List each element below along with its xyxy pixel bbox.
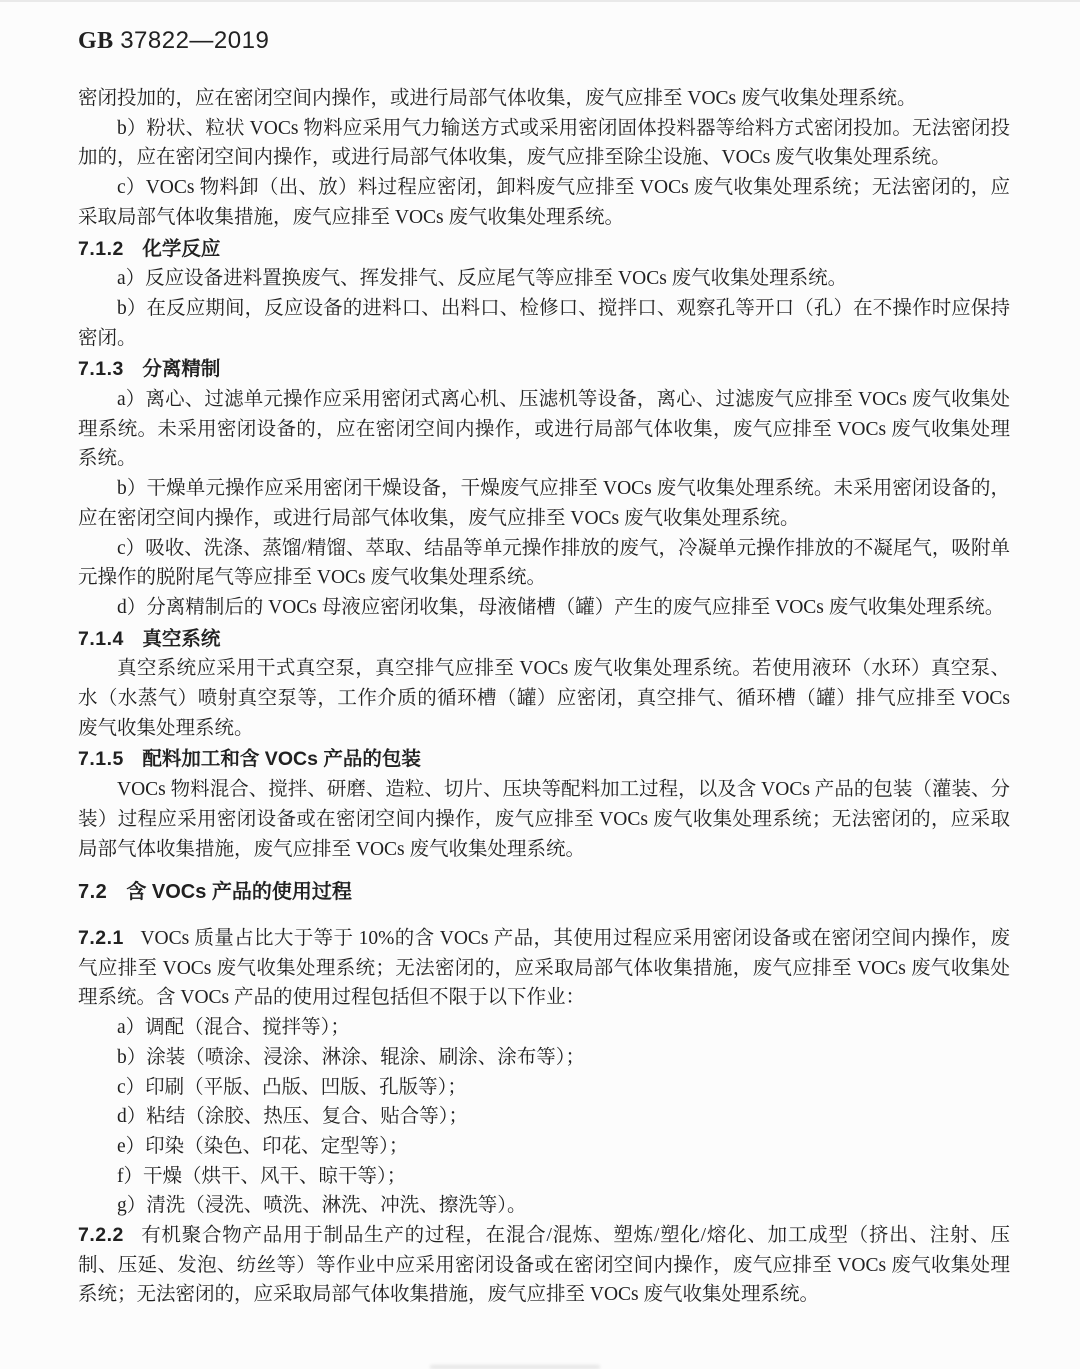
heading-title: 含 VOCs 产品的使用过程	[126, 881, 352, 904]
paragraph: b）干燥单元操作应采用密闭干燥设备，干燥废气应排至 VOCs 废气收集处理系统。未采用密闭设备的，应在密闭空间内操作，或进行局部气体收集，废气应排至 VOCs 废气收集处理系统。	[78, 478, 1010, 529]
heading-number: 7.1.3	[78, 358, 124, 381]
paragraph: c）VOCs 物料卸（出、放）料过程应密闭，卸料废气应排至 VOCs 废气收集处理系统；无法密闭的，应采取局部气体收集措施，废气应排至 VOCs 废气收集处理系统。	[78, 177, 1010, 228]
scan-top-edge	[0, 0, 1080, 2]
paragraph: a）反应设备进料置换废气、挥发排气、反应尾气等应排至 VOCs 废气收集处理系统。	[117, 268, 848, 290]
list-item: f）干燥（烘干、风干、晾干等）；	[117, 1165, 407, 1187]
clause-text: 有机聚合物产品用于制品生产的过程，在混合/混炼、塑炼/塑化/熔化、加工成型（挤出、注射、压制、压延、发泡、纺丝等）等作业中应采用密闭设备或在密闭空间内操作，废气应排至 VOCs 废气收集处理系统；无法密闭的，应采取局部气体收集措施，废气应排至 VOCs 废气收集处理系统。	[78, 1225, 1010, 1306]
heading-number: 7.1.5	[78, 748, 124, 771]
clause-text: VOCs 质量占比大于等于 10%的含 VOCs 产品，其使用过程应采用密闭设备或在密闭空间内操作，废气应排至 VOCs 废气收集处理系统；无法密闭的，应采取局部气体收集措施，废气应排至 VOCs 废气收集处理系统。含 VOCs 产品的使用过程包括但不限于以下作业：	[78, 927, 1010, 1009]
standard-number-header	[78, 27, 269, 55]
list-item: c）印刷（平版、凸版、凹版、孔版等）；	[117, 1076, 467, 1098]
paragraph: a）离心、过滤单元操作应采用密闭式离心机、压滤机等设备，离心、过滤废气应排至 VOCs 废气收集处理系统。未采用密闭设备的，应在密闭空间内操作，或进行局部气体收集，废气应排至 VOCs 废气收集处理系统。	[78, 389, 1010, 470]
clause-number: 7.2.2	[78, 1224, 124, 1247]
paragraph: 真空系统应采用干式真空泵，真空排气应排至 VOCs 废气收集处理系统。若使用液环（水环）真空泵、水（水蒸气）喷射真空泵等，工作介质的循环槽（罐）应密闭，真空排气、循环槽（罐）排气应排至 VOCs 废气收集处理系统。	[78, 658, 1010, 739]
continuation-paragraph: 密闭投加的，应在密闭空间内操作，或进行局部气体收集，废气应排至 VOCs 废气收集处理系统。	[78, 88, 917, 109]
document-body	[78, 84, 1010, 1310]
list-item: b）涂装（喷涂、浸涂、淋涂、辊涂、刷涂、涂布等）；	[117, 1046, 586, 1068]
heading-number: 7.1.2	[78, 237, 124, 260]
list-item: d）粘结（涂胶、热压、复合、贴合等）；	[117, 1106, 469, 1128]
clause-heading	[78, 355, 1010, 385]
section-heading	[78, 878, 1010, 908]
standard-code: 37822—2019	[120, 27, 270, 54]
heading-number: 7.1.4	[78, 627, 124, 650]
scan-cutoff-artifact	[430, 1365, 600, 1369]
paragraph: c）吸收、洗涤、蒸馏/精馏、萃取、结晶等单元操作排放的废气，冷凝单元操作排放的不凝尾气，吸附单元操作的脱附尾气等应排至 VOCs 废气收集处理系统。	[78, 537, 1010, 589]
numbered-clause-paragraph	[78, 924, 1010, 1013]
heading-title: 分离精制	[142, 358, 221, 381]
clause-heading	[78, 235, 1010, 265]
heading-title: 真空系统	[142, 627, 221, 650]
paragraph: b）在反应期间，反应设备的进料口、出料口、检修口、搅拌口、观察孔等开口（孔）在不操作时应保持密闭。	[78, 297, 1010, 349]
numbered-clause-paragraph	[78, 1221, 1010, 1310]
standard-prefix: GB	[78, 28, 114, 54]
list-item: a）调配（混合、搅拌等）；	[117, 1017, 350, 1039]
clause-heading	[78, 745, 1010, 775]
heading-number: 7.2	[78, 881, 108, 904]
paragraph: b）粉状、粒状 VOCs 物料应采用气力输送方式或采用密闭固体投料器等给料方式密闭投加。无法密闭投加的，应在密闭空间内操作，或进行局部气体收集，废气应排至除尘设施、VOCs 废气收集处理系统。	[78, 117, 1010, 169]
heading-title: 化学反应	[142, 237, 221, 260]
clause-heading	[78, 625, 1010, 655]
heading-title: 配料加工和含 VOCs 产品的包装	[142, 748, 421, 771]
list-item: g）清洗（浸洗、喷洗、淋洗、冲洗、擦洗等）。	[117, 1195, 527, 1217]
paragraph: d）分离精制后的 VOCs 母液应密闭收集，母液储槽（罐）产生的废气应排至 VOCs 废气收集处理系统。	[117, 596, 1005, 618]
list-item: e）印染（染色、印花、定型等）；	[117, 1135, 409, 1157]
paragraph: VOCs 物料混合、搅拌、研磨、造粒、切片、压块等配料加工过程，以及含 VOCs 产品的包装（灌装、分装）过程应采用密闭设备或在密闭空间内操作，废气应排至 VOCs 废气收集处理系统；无法密闭的，应采取局部气体收集措施，废气应排至 VOCs 废气收集处理系统。	[78, 779, 1010, 860]
clause-number: 7.2.1	[78, 926, 124, 949]
